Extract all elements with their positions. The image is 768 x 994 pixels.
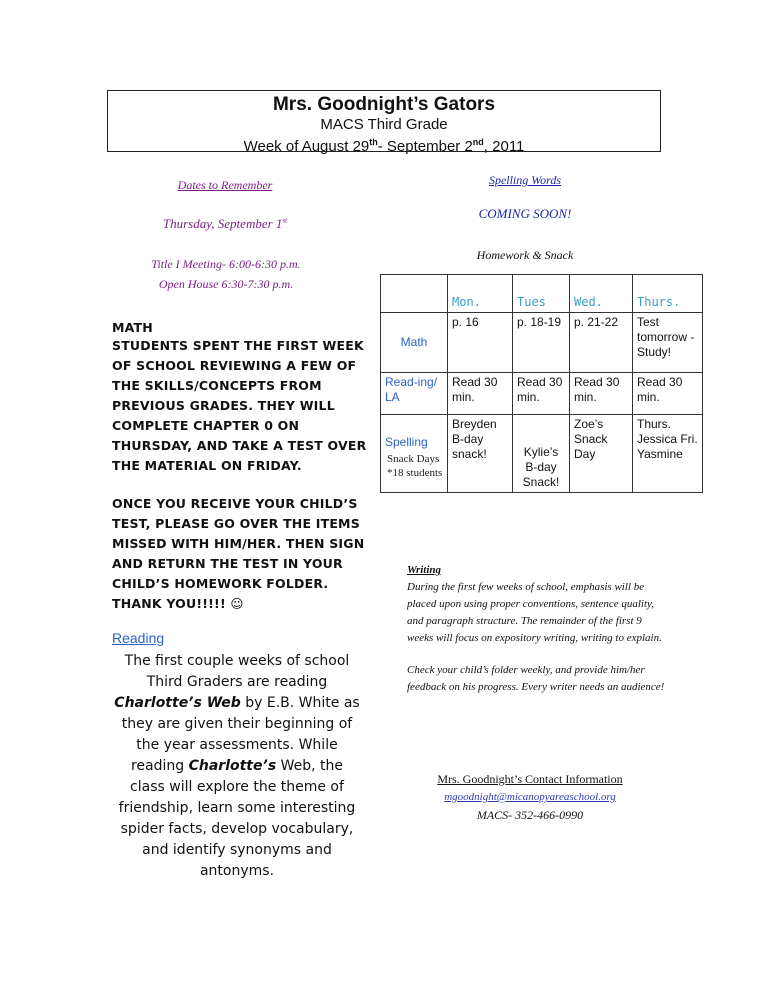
table-cell: p. 21-22 (570, 313, 633, 373)
writing-heading: Writing (407, 564, 442, 576)
row-label-snack: Snack Days *18 students (387, 453, 443, 479)
table-cell: p. 18-19 (513, 313, 570, 373)
week-mid: - September 2 (377, 138, 473, 155)
table-cell: Read 30 min. (570, 373, 633, 415)
page-title: Mrs. Goodnight’s Gators (272, 94, 496, 115)
table-row-reading (381, 373, 703, 415)
newsletter-header (107, 90, 661, 155)
table-row-snack (381, 415, 703, 493)
table-corner-cell (381, 275, 448, 313)
dates-event-title-i: Title I Meeting- 6:00-6:30 p.m. (151, 257, 301, 271)
day-header-tues: Tues (513, 275, 570, 313)
reading-heading: Reading (112, 630, 165, 646)
page-subtitle: MACS Third Grade (320, 116, 448, 133)
table-cell: Read 30 min. (448, 373, 513, 415)
math-heading: MATH (112, 320, 153, 335)
table-cell: Read 30 min. (633, 373, 703, 415)
homework-table (380, 274, 703, 493)
writing-section (407, 562, 667, 696)
table-cell: Zoe’s Snack Day (570, 415, 633, 493)
reading-book-title-2: Charlotte’s (188, 758, 277, 774)
dates-day (140, 216, 310, 232)
week-post: , 2011 (483, 138, 525, 155)
table-cell: Test tomorrow - Study! (633, 313, 703, 373)
row-label-spelling-snack (381, 415, 448, 493)
reading-text-1: The first couple weeks of school Third Graders are reading (124, 653, 350, 690)
contact-email-link[interactable]: mgoodnight@micanopyareaschool.org (444, 791, 616, 803)
day-header-mon: Mon. (448, 275, 513, 313)
contact-phone: MACS- 352-466-0990 (476, 808, 584, 822)
writing-paragraph-1: During the first few weeks of school, emphasis will be placed upon using proper conventions, sentence quality, and paragraph structure. The remainder of the first 9 weeks will focus on expository writing, writing to explain. (407, 581, 662, 644)
table-cell: p. 16 (448, 313, 513, 373)
spelling-status: COMING SOON! (478, 206, 572, 221)
table-cell: Kylie’s B-day Snack! (513, 415, 570, 493)
reading-book-title-1: Charlotte’s Web (114, 695, 241, 711)
writing-paragraph-2: Check your child’s folder weekly, and provide him/her feedback on his progress. Every writer needs an audience! (407, 664, 665, 693)
day-header-thurs: Thurs. (633, 275, 703, 313)
math-paragraph-1: STUDENTS SPENT THE FIRST WEEK OF SCHOOL REVIEWING A FEW OF THE SKILLS/CONCEPTS FROM PREVIOUS GRADES. THEY WILL COMPLETE CHAPTER 0 ON THURSDAY, AND TAKE A TEST OVER THE MATERIAL ON FRIDAY. (112, 338, 367, 473)
reading-paragraph (112, 651, 362, 882)
table-row-math (381, 313, 703, 373)
week-sup-2: nd (472, 137, 484, 147)
reading-text-2: by E.B. White as they are given their beginning of the year assessments. While reading (121, 695, 360, 774)
day-header-wed: Wed. (570, 275, 633, 313)
row-label-reading: Read-ing/ LA (381, 373, 448, 415)
spelling-heading: Spelling Words (488, 173, 562, 187)
row-label-spelling: Spelling (385, 435, 428, 449)
math-paragraph-2: ONCE YOU RECEIVE YOUR CHILD’S TEST, PLEASE GO OVER THE ITEMS MISSED WITH HIM/HER. THEN SIGN AND RETURN THE TEST IN YOUR CHILD’S HOMEWORK FOLDER. THANK YOU!!!!! ☺ (112, 496, 365, 611)
week-sup-1: th (369, 137, 378, 147)
contact-heading: Mrs. Goodnight’s Contact Information (437, 772, 623, 786)
week-line (108, 133, 660, 156)
reading-text-3: Web, the class will explore the theme of friendship, learn some interesting spider facts, develop vocabulary, and identify synonyms and antonyms. (118, 758, 356, 879)
row-label-math: Math (381, 313, 448, 373)
dates-day-text: Thursday, September 1 (162, 216, 283, 231)
table-row-days (381, 275, 703, 313)
table-cell: Thurs. Jessica Fri. Yasmine (633, 415, 703, 493)
dates-day-sup: st (282, 216, 288, 225)
dates-heading: Dates to Remember (177, 178, 273, 192)
week-pre: Week of August 29 (243, 138, 370, 155)
dates-event-open-house: Open House 6:30-7:30 p.m. (158, 277, 294, 291)
table-cell: Read 30 min. (513, 373, 570, 415)
homework-heading: Homework & Snack (476, 248, 574, 262)
table-cell: Breyden B-day snack! (448, 415, 513, 493)
